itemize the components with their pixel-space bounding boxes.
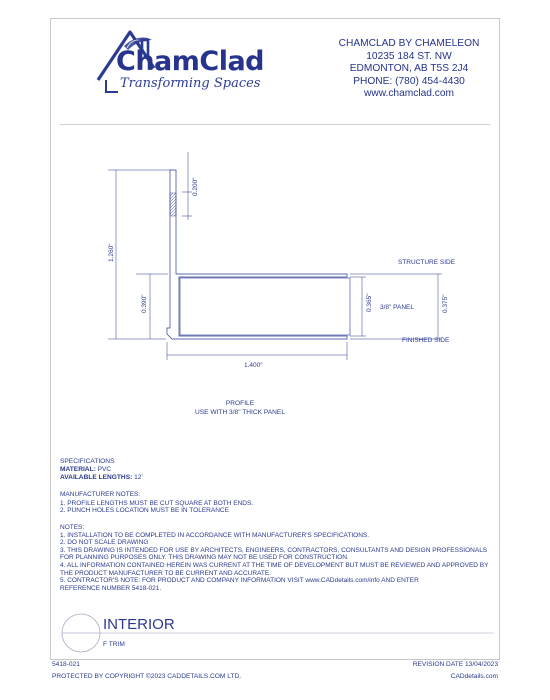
- note-line: REFERENCE NUMBER 5418-021.: [60, 584, 162, 592]
- dim-0375: 0.375": [442, 294, 449, 313]
- spec-material: [60, 466, 111, 473]
- manufacturer-note: 1. PROFILE LENGTHS MUST BE CUT SQUARE AT BOTH ENDS.: [60, 499, 254, 507]
- company-address-line-1: 10235 184 ST. NW: [366, 50, 452, 62]
- company-address-line-2: EDMONTON, AB T5S 2J4: [349, 63, 469, 75]
- adhesive-strip: [170, 193, 176, 216]
- general-notes: [60, 524, 488, 592]
- revision-date: REVISION DATE 13/04/2023: [412, 661, 498, 668]
- title-block-title: INTERIOR: [103, 616, 175, 633]
- dim-1400: 1.400": [244, 362, 263, 369]
- company-phone: PHONE: (780) 454-4430: [353, 75, 465, 87]
- dim-0390: 0.390": [141, 294, 148, 313]
- note-line: 4. ALL INFORMATION CONTAINED HEREIN WAS CURRENT AT THE TIME OF DEVELOPMENT BUT MUST BE REVIEWED AND APPROVED BY: [60, 561, 489, 569]
- note-line: 5. CONTRACTOR'S NOTE: FOR PRODUCT AND COMPANY INFORMATION VISIT www.CADdetails.com/info AND ENTER: [60, 577, 419, 585]
- spec-lengths: [60, 474, 143, 481]
- note-line: 3. THIS DRAWING IS INTENDED FOR USE BY ARCHITECTS, ENGINEERS, CONTRACTORS, CONSULTANTS AND DESIGN PROFESSIONALS: [60, 546, 488, 554]
- dim-0365: 0.365": [366, 293, 373, 312]
- manufacturer-notes: [60, 491, 253, 515]
- profile-caption-title: PROFILE: [225, 400, 255, 407]
- note-line: 1. INSTALLATION TO BE COMPLETED IN ACCORDANCE WITH MANUFACTURER'S SPECIFICATIONS.: [60, 531, 370, 539]
- logo-wordmark: ChamClad: [116, 46, 265, 77]
- spec-lengths-label: AVAILABLE LENGTHS:: [60, 474, 133, 481]
- company-name: CHAMCLAD BY CHAMELEON: [338, 38, 480, 49]
- spec-material-label: MATERIAL:: [60, 466, 96, 473]
- label-panel: 3/8" PANEL: [380, 304, 414, 311]
- dim-1260: 1.260": [108, 243, 115, 262]
- logo-tagline: Transforming Spaces: [120, 76, 261, 91]
- spec-lengths-value: 12': [134, 474, 143, 481]
- profile-caption-subtitle: USE WITH 3/8" THICK PANEL: [194, 409, 286, 416]
- label-structure-side: STRUCTURE SIDE: [398, 259, 456, 266]
- spec-material-value: PVC: [97, 466, 112, 473]
- title-block-subtitle: F TRIM: [103, 641, 125, 648]
- specifications-heading: SPECIFICATIONS: [60, 458, 115, 465]
- caddetails-link[interactable]: CADdetails.com: [450, 673, 498, 680]
- label-finished-side: FINISHED SIDE: [402, 337, 450, 344]
- panel-outline: [180, 278, 350, 335]
- notes-heading: NOTES:: [60, 524, 85, 531]
- manufacturer-note: 2. PUNCH HOLES LOCATION MUST BE IN TOLERANCE: [60, 507, 229, 515]
- dim-0200: 0.200": [192, 177, 199, 196]
- manufacturer-notes-heading: MANUFACTURER NOTES:: [60, 491, 141, 498]
- company-website[interactable]: www.chamclad.com: [363, 88, 454, 100]
- drawing-reference-number: 5418-021: [52, 661, 80, 668]
- note-line: FOR PLANNING PURPOSES ONLY. THIS DRAWING MAY NOT BE USED FOR CONSTRUCTION.: [60, 554, 349, 562]
- note-line: 2. DO NOT SCALE DRAWING: [60, 539, 149, 547]
- note-line: THE PRODUCT MANUFACTURER TO BE CURRENT AND ACCURATE.: [60, 569, 272, 577]
- copyright-notice: PROTECTED BY COPYRIGHT ©2023 CADDETAILS.COM LTD.: [52, 673, 242, 680]
